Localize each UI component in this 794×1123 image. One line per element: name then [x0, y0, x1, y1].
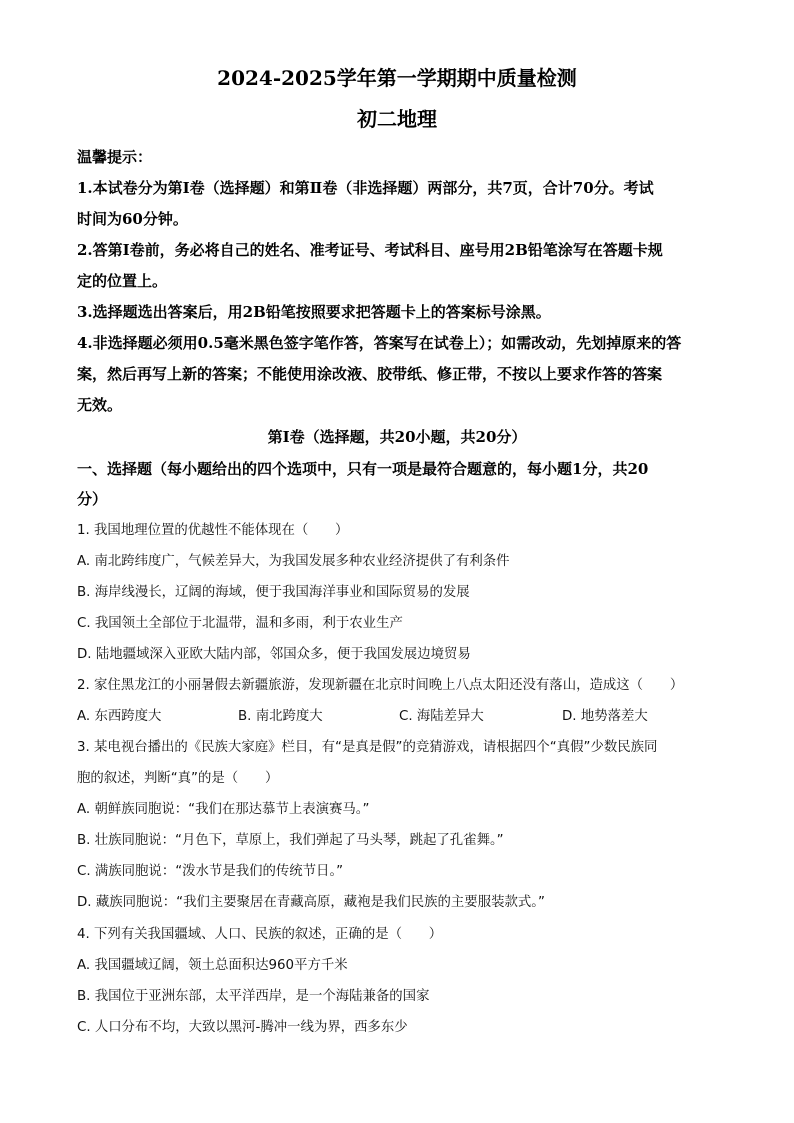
- section-title: 第Ⅰ卷（选择题，共20小题，共20分）: [267, 428, 527, 446]
- question-2-option-d: D. 地势落差大: [562, 709, 648, 724]
- notice-line: 4.非选择题必须用0.5毫米黑色签字笔作答，答案写在试卷上）；如需改动，先划掉原来的答: [77, 334, 682, 352]
- question-1-option-a: A. 南北跨纬度广，气候差异大，为我国发展多种农业经济提供了有利条件: [77, 554, 510, 569]
- question-3-stem-cont: 胞的叙述，判断“真”的是（ ）: [77, 771, 279, 786]
- question-3-option-a: A. 朝鲜族同胞说：“我们在那达慕节上表演赛马。”: [77, 802, 370, 817]
- notice-line: 无效。: [77, 396, 123, 414]
- question-3-option-b: B. 壮族同胞说：“月色下，草原上，我们弹起了马头琴，跳起了孔雀舞。”: [77, 833, 504, 848]
- question-3-option-c: C. 满族同胞说：“泼水节是我们的传统节日。”: [77, 864, 344, 879]
- question-2-stem: 2. 家住黑龙江的小丽暑假去新疆旅游，发现新疆在北京时间晚上八点太阳还没有落山，造成这（ ）: [77, 678, 684, 693]
- question-4-stem: 4. 下列有关我国疆域、人口、民族的叙述，正确的是（ ）: [77, 927, 443, 942]
- question-2-option-b: B. 南北跨度大: [238, 709, 323, 724]
- notice-line: 定的位置上。: [77, 272, 168, 290]
- exam-subtitle: 初二地理: [357, 107, 437, 131]
- question-3-stem: 3. 某电视台播出的《民族大家庭》栏目，有“是真是假”的竞猜游戏，请根据四个“真假”少数民族同: [77, 740, 658, 755]
- question-4-option-a: A. 我国疆域辽阔，领土总面积达960平方千米: [77, 958, 348, 973]
- question-4-option-c: C. 人口分布不均，大致以黑河-腾冲一线为界，西多东少: [77, 1020, 408, 1035]
- notice-line: 1.本试卷分为第Ⅰ卷（选择题）和第Ⅱ卷（非选择题）两部分，共7页，合计70分。考试: [77, 179, 654, 197]
- part-title: 分）: [77, 490, 108, 508]
- notice-heading: 温馨提示：: [77, 148, 153, 166]
- question-2-options: [77, 708, 717, 726]
- question-2-option-a: A. 东西跨度大: [77, 709, 162, 724]
- exam-title: 2024-2025学年第一学期期中质量检测: [217, 66, 577, 90]
- notice-line: 2.答第Ⅰ卷前，务必将自己的姓名、准考证号、考试科目、座号用2B铅笔涂写在答题卡规: [77, 241, 663, 259]
- notice-line: 案，然后再写上新的答案；不能使用涂改液、胶带纸、修正带，不按以上要求作答的答案: [77, 365, 663, 383]
- question-1-stem: 1. 我国地理位置的优越性不能体现在（ ）: [77, 523, 349, 538]
- notice-line: 时间为60分钟。: [77, 210, 188, 228]
- question-1-option-c: C. 我国领土全部位于北温带，温和多雨，利于农业生产: [77, 616, 403, 631]
- question-4-option-b: B. 我国位于亚洲东部，太平洋西岸，是一个海陆兼备的国家: [77, 989, 430, 1004]
- question-3-option-d: D. 藏族同胞说：“我们主要聚居在青藏高原，藏袍是我们民族的主要服装款式。”: [77, 895, 545, 910]
- question-1-option-b: B. 海岸线漫长，辽阔的海域，便于我国海洋事业和国际贸易的发展: [77, 585, 470, 600]
- question-2-option-c: C. 海陆差异大: [399, 709, 484, 724]
- notice-line: 3.选择题选出答案后，用2B铅笔按照要求把答题卡上的答案标号涂黑。: [77, 303, 551, 321]
- question-1-option-d: D. 陆地疆域深入亚欧大陆内部，邻国众多，便于我国发展边境贸易: [77, 647, 471, 662]
- part-title: 一、选择题（每小题给出的四个选项中，只有一项是最符合题意的，每小题1分，共20: [77, 460, 649, 478]
